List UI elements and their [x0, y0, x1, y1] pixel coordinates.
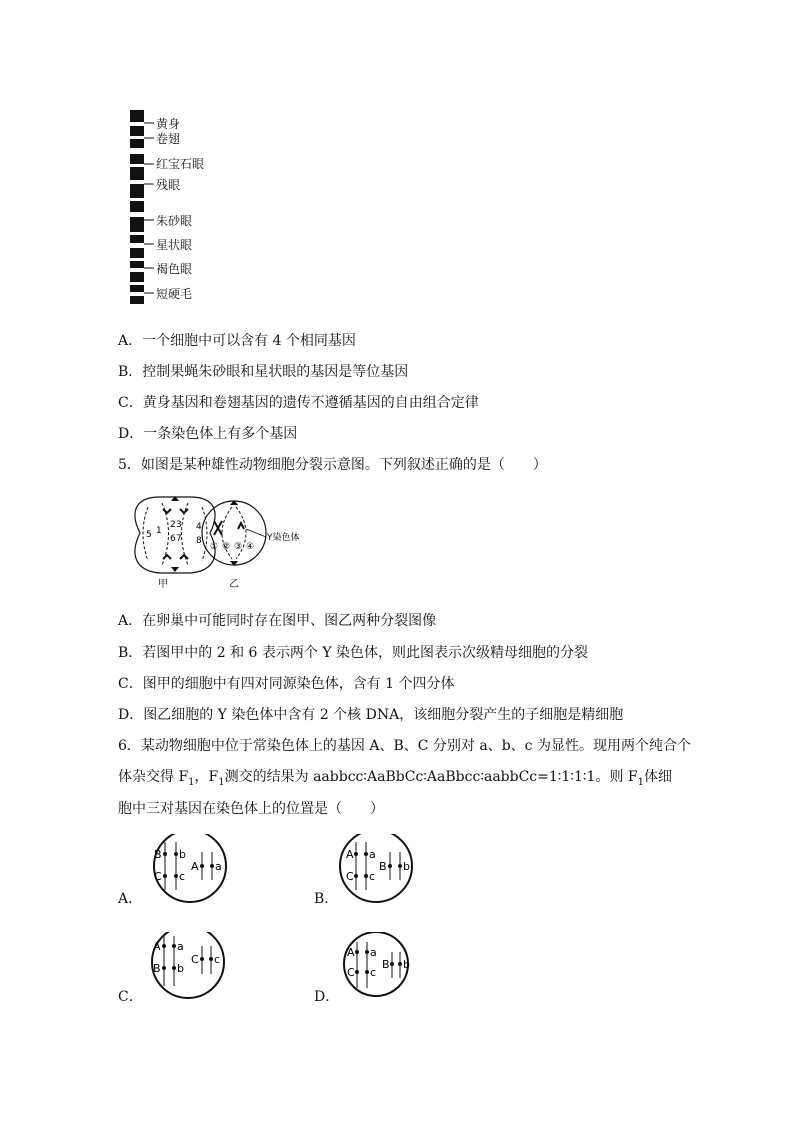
jia-chr-number: 8	[196, 536, 202, 546]
svg-text:a: a	[215, 860, 222, 873]
svg-text:c: c	[179, 870, 186, 883]
q6-stem-line3: 胞中三对基因在染色体上的位置是（ ）	[118, 801, 384, 817]
svg-text:c: c	[214, 953, 221, 966]
svg-text:b: b	[179, 848, 186, 861]
svg-text:b: b	[177, 962, 184, 975]
fig-label-jia: 甲	[158, 579, 168, 590]
q4-option-c: C．黄身基因和卷翅基因的遗传不遵循基因的自由组合定律	[118, 395, 479, 411]
q6-option-c: C． A a B b C c	[118, 932, 238, 1012]
svg-text:C: C	[346, 870, 354, 883]
q5-option-d: D．图乙细胞的 Y 染色体中含有 2 个核 DNA，该细胞分裂产生的子细胞是精细胞	[118, 707, 624, 723]
gene-label: 黄身	[156, 117, 181, 131]
svg-text:a: a	[370, 946, 377, 959]
gene-label: 红宝石眼	[156, 157, 205, 171]
cell-diagram	[118, 932, 238, 1012]
fig-label-yi: 乙	[229, 579, 239, 590]
jia-chr-number: 7	[176, 534, 182, 544]
y-chromosome-label: Y染色体	[267, 533, 300, 543]
q6-option-b: B． A a C c B b	[314, 834, 434, 914]
chromosome-map-figure	[124, 108, 244, 308]
svg-text:B: B	[382, 958, 390, 971]
gene-label: 卷翅	[156, 132, 181, 146]
jia-chr-number: 2	[170, 520, 176, 530]
q4-option-d: D．一条染色体上有多个基因	[118, 426, 298, 442]
svg-text:A: A	[191, 860, 199, 873]
yi-chr-number: ③	[234, 542, 243, 552]
q5-option-c: C．图甲的细胞中有四对同源染色体，含有 1 个四分体	[118, 676, 455, 692]
q4-option-b: B．控制果蝇朱砂眼和星状眼的基因是等位基因	[118, 364, 409, 380]
svg-text:A: A	[346, 848, 354, 861]
svg-text:b: b	[403, 860, 410, 873]
q6-option-d: D． A a C c B b	[314, 932, 434, 1012]
svg-text:C: C	[154, 870, 162, 883]
svg-text:b: b	[403, 958, 410, 971]
cell-diagram	[314, 834, 434, 914]
gene-label: 褐色眼	[156, 262, 193, 276]
q5-option-b: B．若图甲中的 2 和 6 表示两个 Y 染色体，则此图表示次级精母细胞的分裂	[118, 645, 589, 661]
cell-diagram	[314, 932, 434, 1012]
jia-chr-number: 4	[196, 522, 202, 532]
chromosome-map-svg	[124, 108, 244, 308]
jia-chr-number: 6	[170, 534, 176, 544]
yi-chr-number: ②	[222, 542, 231, 552]
jia-chr-number: 5	[146, 530, 152, 540]
svg-text:a: a	[369, 848, 376, 861]
gene-label: 星状眼	[156, 238, 193, 252]
q6-stem-line2: 体杂交得 $F_1$，$F_1$测交的结果为 aabbcc∶AaBbCc∶AaBbcc∶aabbCc=1∶1∶1∶1。则 $F_1$体细	[118, 769, 672, 788]
q4-option-a: A．一个细胞中可以含有 4 个相同基因	[118, 333, 356, 349]
svg-text:C: C	[347, 966, 355, 979]
gene-label: 残眼	[156, 178, 181, 192]
q6-option-a: A． B b C c A a	[118, 834, 238, 914]
cell-division-figure	[126, 493, 346, 593]
svg-text:B: B	[379, 860, 387, 873]
jia-chr-number: 3	[176, 520, 182, 530]
svg-text:A: A	[347, 946, 355, 959]
yi-chr-number: ④	[246, 542, 255, 552]
svg-text:a: a	[177, 940, 184, 953]
chromosome-bar	[130, 110, 144, 304]
svg-text:B: B	[153, 962, 161, 975]
q5-stem: 5．如图是某种雄性动物细胞分裂示意图。下列叙述正确的是（ ）	[118, 457, 547, 473]
q5-option-a: A．在卵巢中可能同时存在图甲、图乙两种分裂图像	[118, 613, 437, 629]
svg-text:B: B	[154, 848, 162, 861]
svg-text:C: C	[191, 953, 199, 966]
cell-diagram	[118, 834, 238, 914]
q6-stem-line1: 6．某动物细胞中位于常染色体上的基因 A、B、C 分别对 a、b、c 为显性。现用两个纯合个	[118, 738, 691, 754]
yi-chr-number: ①	[210, 542, 219, 552]
svg-text:c: c	[369, 870, 376, 883]
svg-text:c: c	[370, 966, 377, 979]
gene-label: 短硬毛	[156, 287, 193, 301]
gene-label: 朱砂眼	[156, 214, 193, 228]
cell-division-svg	[126, 493, 346, 593]
svg-text:A: A	[153, 940, 161, 953]
jia-chr-number: 1	[156, 526, 162, 536]
